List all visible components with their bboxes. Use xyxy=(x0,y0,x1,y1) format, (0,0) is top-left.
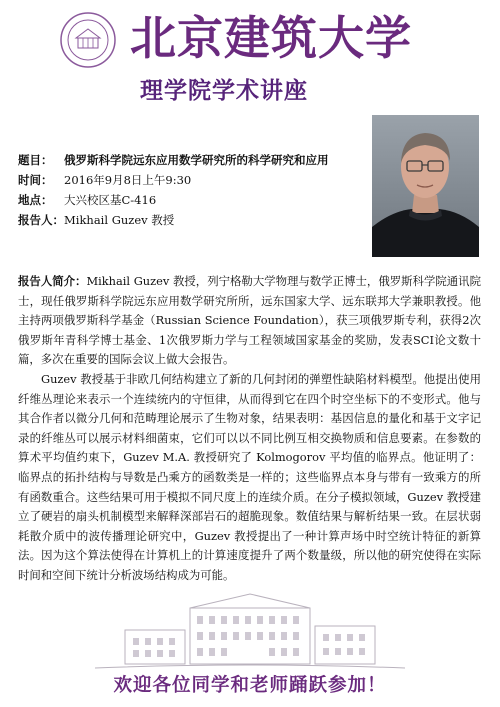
footer-slogan: 欢迎各位同学和老师踊跃参加！ xyxy=(113,675,387,696)
info-row-speaker xyxy=(18,212,174,228)
topic-label: 题目： xyxy=(18,153,53,167)
speaker-bio xyxy=(18,272,481,586)
lecture-heading: 理学院学术讲座 xyxy=(140,78,308,104)
bio-label: 报告人简介： xyxy=(18,274,87,288)
time-value: 2016年9月8日上午9:30 xyxy=(64,173,192,187)
time-label: 时间： xyxy=(18,173,53,187)
bio-paragraph-2: Guzev 教授基于非欧几何结构建立了新的几何封闭的弹塑性缺陷材料模型。他提出使用纤维丛理论来表示一个连续统内的守恒律，从而得到它在四个时空坐标下的不变形式。他与其合作者以微分几何和范畴理论展示了生物对象，结果表明：基因信息的量化和基于文字记录的纤维丛可以展示材料细菌束，它们可以以不同比例互相交换物质和信息要素。在参数的算术平均值约束下，Guzev M.A. 教授研究了 Kolmogorov 平均值的临界点。他证明了：临界点的拓扑结构与导数是凸乘方的函数类是一样的；这些临界点本身与带有一致乘方的所有函数重合。这些结果可用于模拟不同尺度上的连续介质。在分子模拟领域，Guzev 教授建立了硬岩的扇头机制模型来解释深部岩石的超脆现象。数值结果与解析结果一致。在层状弱耗散介质中的波传播理论研究中，Guzev 教授提出了一种计算声场中时空统计特征的新算法。因为这个算法使得在计算机上的计算速度提升了两个数量级，所以他的研究使得在实际时间和空间下统计分析波场结构成为可能。 xyxy=(18,371,481,582)
info-row-time xyxy=(18,172,191,188)
campus-building-illustration xyxy=(95,590,405,672)
topic-value: 俄罗斯科学院远东应用数学研究所的科学研究和应用 xyxy=(64,153,329,167)
bio-text-1: Mikhail Guzev 教授，列宁格勒大学物理与数学正博士，俄罗斯科学院通讯院士，现任俄罗斯科学院远东应用数学研究所所，远东国家大学、远东联邦大学兼职教授。他主持两项俄罗斯科学基金（Russian Science Foundation），获三项俄罗斯专利，获得2次俄罗斯年青科学博士基金、1次俄罗斯力学与工程领域国家基金的奖励，发表SCI论文数十篇，多次在重要的国际会议上做大会报告。 xyxy=(18,274,481,367)
info-row-topic xyxy=(18,152,329,168)
speaker-label: 报告人： xyxy=(18,213,64,227)
university-logo xyxy=(60,12,116,68)
place-value: 大兴校区基C-416 xyxy=(64,193,157,207)
place-label: 地点： xyxy=(18,193,53,207)
speaker-photo xyxy=(372,115,479,257)
university-name: 北京建筑大学 xyxy=(130,11,412,65)
speaker-value: Mikhail Guzev 教授 xyxy=(64,213,175,227)
bio-paragraph-1 xyxy=(18,272,481,370)
info-row-place xyxy=(18,192,156,208)
